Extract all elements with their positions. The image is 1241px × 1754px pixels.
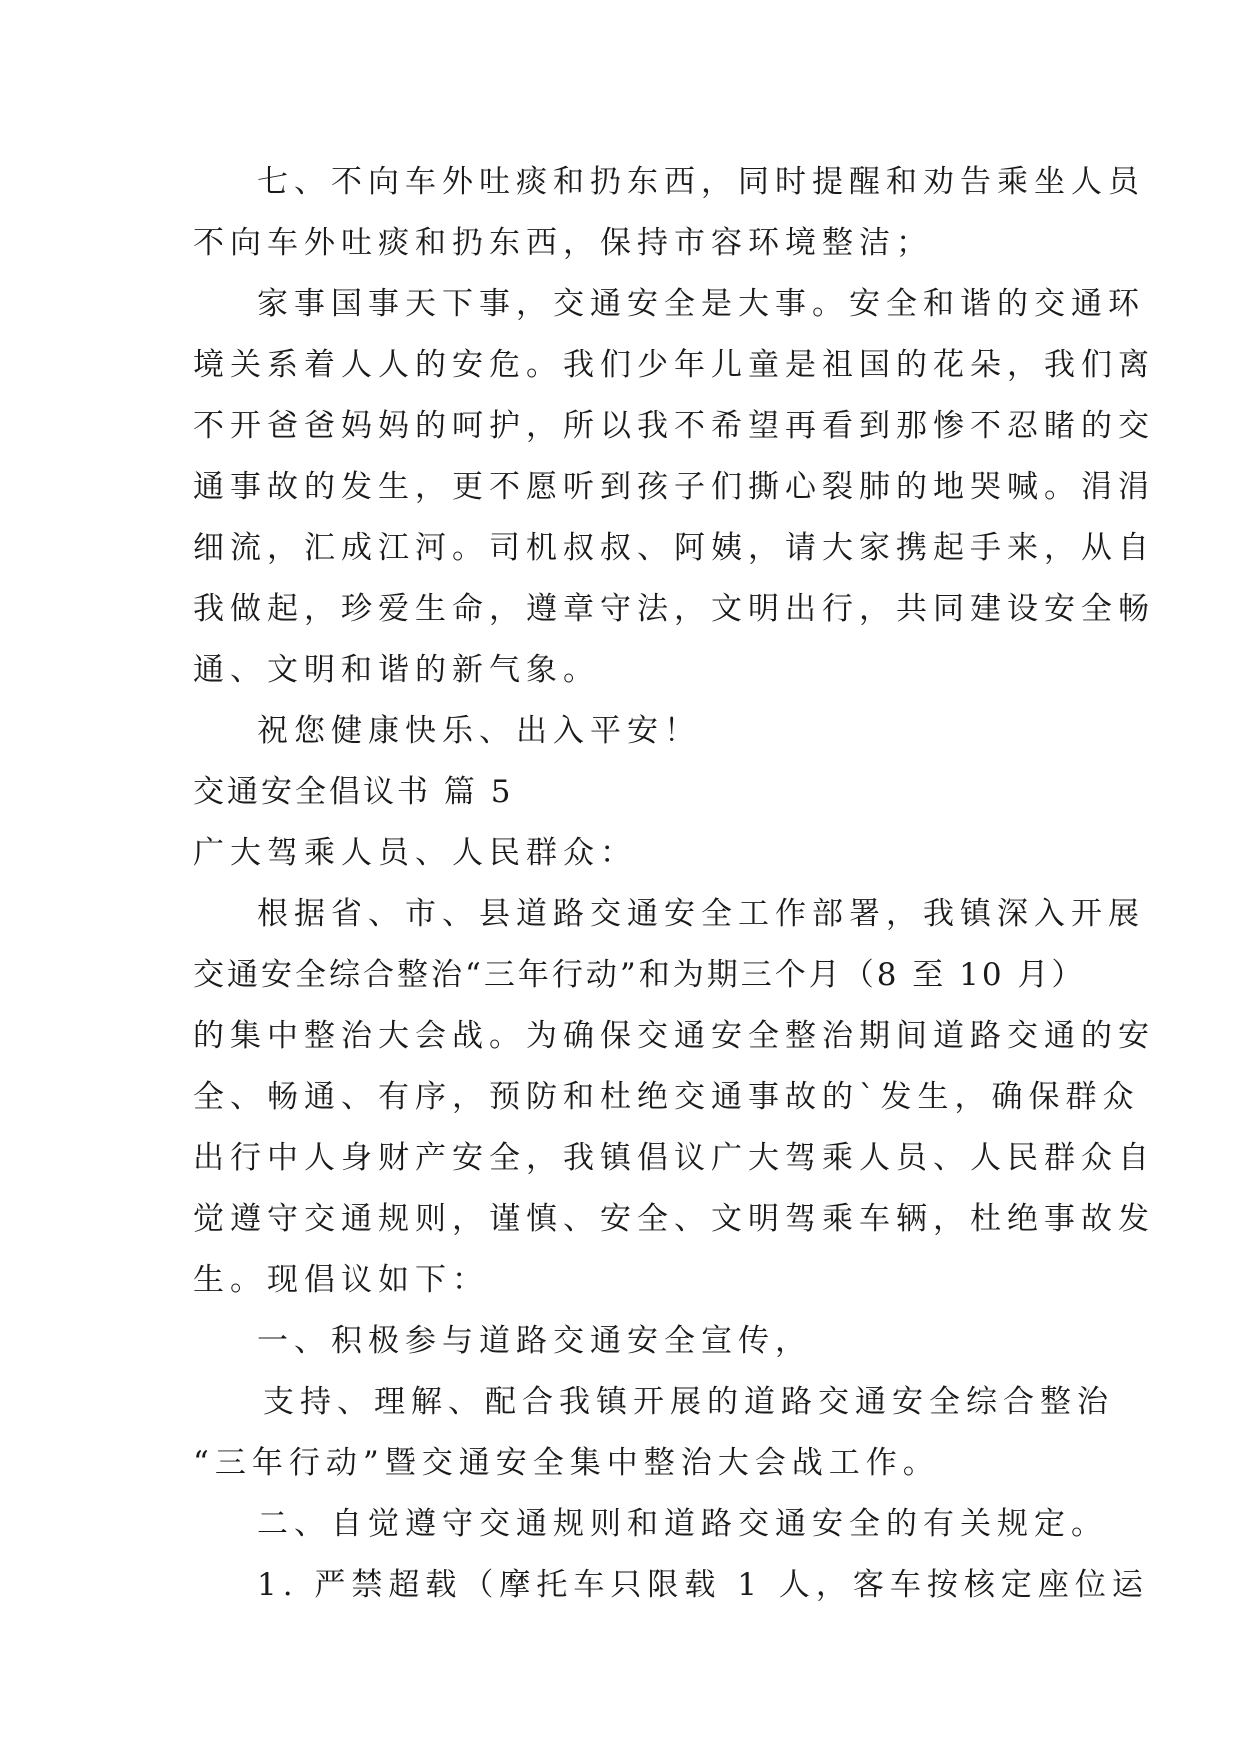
paragraph-line: 不开爸爸妈妈的呵护，所以我不希望再看到那惨不忍睹的交	[193, 408, 1155, 444]
paragraph-line: 出行中人身财产安全，我镇倡议广大驾乘人员、人民群众自	[193, 1140, 1155, 1176]
list-item: 1. 严禁超载（摩托车只限载 1 人，客车按核定座位运	[257, 1567, 1149, 1603]
paragraph-line: 觉遵守交通规则，谨慎、安全、文明驾乘车辆，杜绝事故发	[193, 1201, 1155, 1237]
list-item-heading: 一、积极参与道路交通安全宣传，	[257, 1323, 812, 1359]
paragraph-line: 七、不向车外吐痰和扔东西，同时提醒和劝告乘坐人员	[257, 164, 1145, 200]
paragraph-line: 全、畅通、有序，预防和杜绝交通事故的`发生，确保群众	[193, 1079, 1140, 1115]
paragraph-line: 我做起，珍爱生命，遵章守法，文明出行，共同建设安全畅	[193, 591, 1155, 627]
section-heading: 交通安全倡议书 篇 5	[193, 774, 514, 810]
paragraph-line: 细流，汇成江河。司机叔叔、阿姨，请大家携起手来，从自	[193, 530, 1155, 566]
paragraph-line: 支持、理解、配合我镇开展的道路交通安全综合整治	[263, 1384, 1114, 1420]
paragraph-line: 交通安全综合整治“三年行动”和为期三个月（8 至 10 月）	[193, 957, 1086, 993]
paragraph-line: 不向车外吐痰和扔东西，保持市容环境整洁；	[193, 225, 933, 261]
salutation: 广大驾乘人员、人民群众：	[193, 835, 637, 871]
paragraph-line: “三年行动”暨交通安全集中整治大会战工作。	[193, 1445, 940, 1481]
document-body	[193, 152, 1155, 1616]
paragraph-line: 家事国事天下事，交通安全是大事。安全和谐的交通环	[257, 286, 1145, 322]
paragraph-line: 根据省、市、县道路交通安全工作部署，我镇深入开展	[257, 896, 1145, 932]
paragraph-line: 的集中整治大会战。为确保交通安全整治期间道路交通的安	[193, 1018, 1155, 1054]
paragraph-line: 境关系着人人的安危。我们少年儿童是祖国的花朵，我们离	[193, 347, 1155, 383]
paragraph-line: 生。现倡议如下：	[193, 1262, 489, 1298]
list-item-heading: 二、自觉遵守交通规则和道路交通安全的有关规定。	[257, 1506, 1108, 1542]
paragraph-line: 通、文明和谐的新气象。	[193, 652, 600, 688]
closing-line: 祝您健康快乐、出入平安！	[257, 713, 701, 749]
paragraph-line: 通事故的发生，更不愿听到孩子们撕心裂肺的地哭喊。涓涓	[193, 469, 1155, 505]
